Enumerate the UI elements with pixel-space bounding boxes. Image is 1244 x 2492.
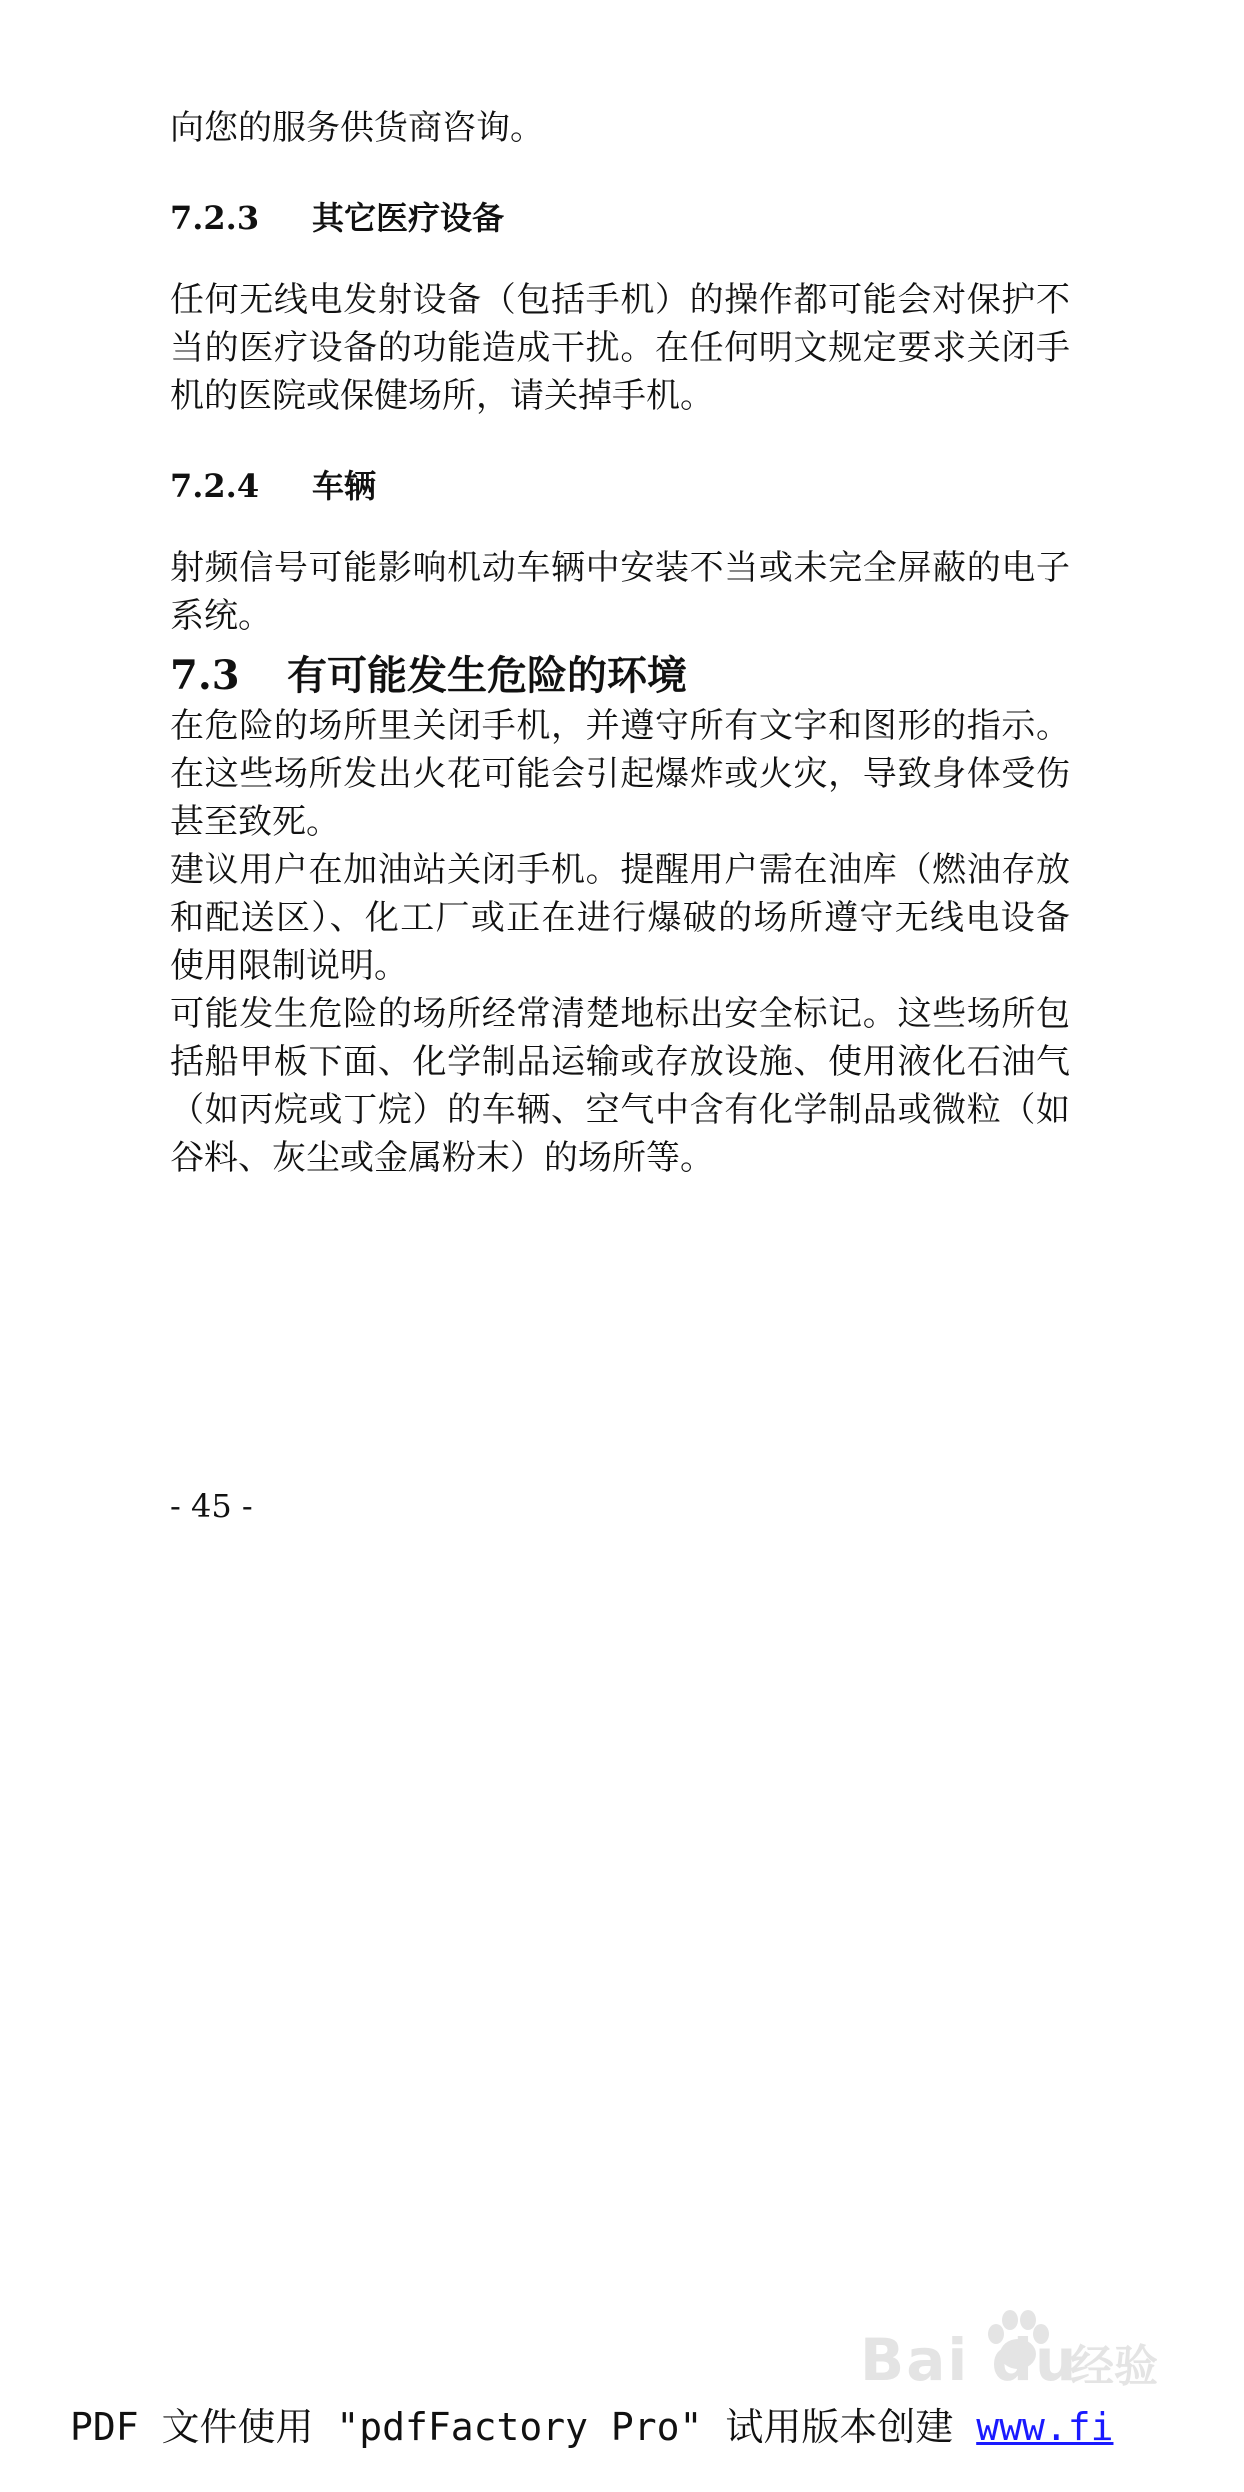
section-724-number: 7.2.4 [170,467,260,505]
watermark-suffix: 经验 [1070,2341,1158,2392]
section-723-number: 7.2.3 [170,199,260,237]
section-723-title: 其它医疗设备 [312,199,505,237]
footer-link[interactable]: www.fi [976,2405,1114,2449]
section-73-paragraph-3: 可能发生危险的场所经常清楚地标出安全标记。这些场所包括船甲板下面、化学制品运输或存放设施、使用液化石油气（如丙烷或丁烷）的车辆、空气中含有化学制品或微粒（如谷料、灰尘或金属粉末）的场所等。 [170,994,1070,1178]
section-724-heading [170,464,1070,508]
section-723-heading [170,196,1070,240]
intro-text: 向您的服务供货商咨询。 [170,108,544,148]
section-73-paragraph-1: 在危险的场所里关闭手机，并遵守所有文字和图形的指示。在这些场所发出火花可能会引起爆炸或火灾，导致身体受伤甚至致死。 [170,706,1070,842]
page-number: - 45 - [170,1487,253,1525]
watermark-brand: Bai du [860,2326,1079,2394]
section-73-paragraph-2: 建议用户在加油站关闭手机。提醒用户需在油库（燃油存放和配送区）、化工厂或正在进行爆破的场所遵守无线电设备使用限制说明。 [170,850,1070,986]
pdf-footer [70,2392,1244,2462]
section-724-paragraph: 射频信号可能影响机动车辆中安装不当或未完全屏蔽的电子系统。 [170,548,1070,636]
section-724-title: 车辆 [312,467,377,505]
section-73-number: 7.3 [170,652,240,699]
page-content [170,104,1070,1182]
section-73-title: 有可能发生危险的环境 [287,652,687,699]
section-73-heading [170,650,1070,702]
footer-text: PDF 文件使用 "pdfFactory Pro" 试用版本创建 [70,2405,977,2449]
paw-icon [978,2300,1058,2380]
section-723-paragraph: 任何无线电发射设备（包括手机）的操作都可能会对保护不当的医疗设备的功能造成干扰。在任何明文规定要求关闭手机的医院或保健场所，请关掉手机。 [170,280,1070,416]
